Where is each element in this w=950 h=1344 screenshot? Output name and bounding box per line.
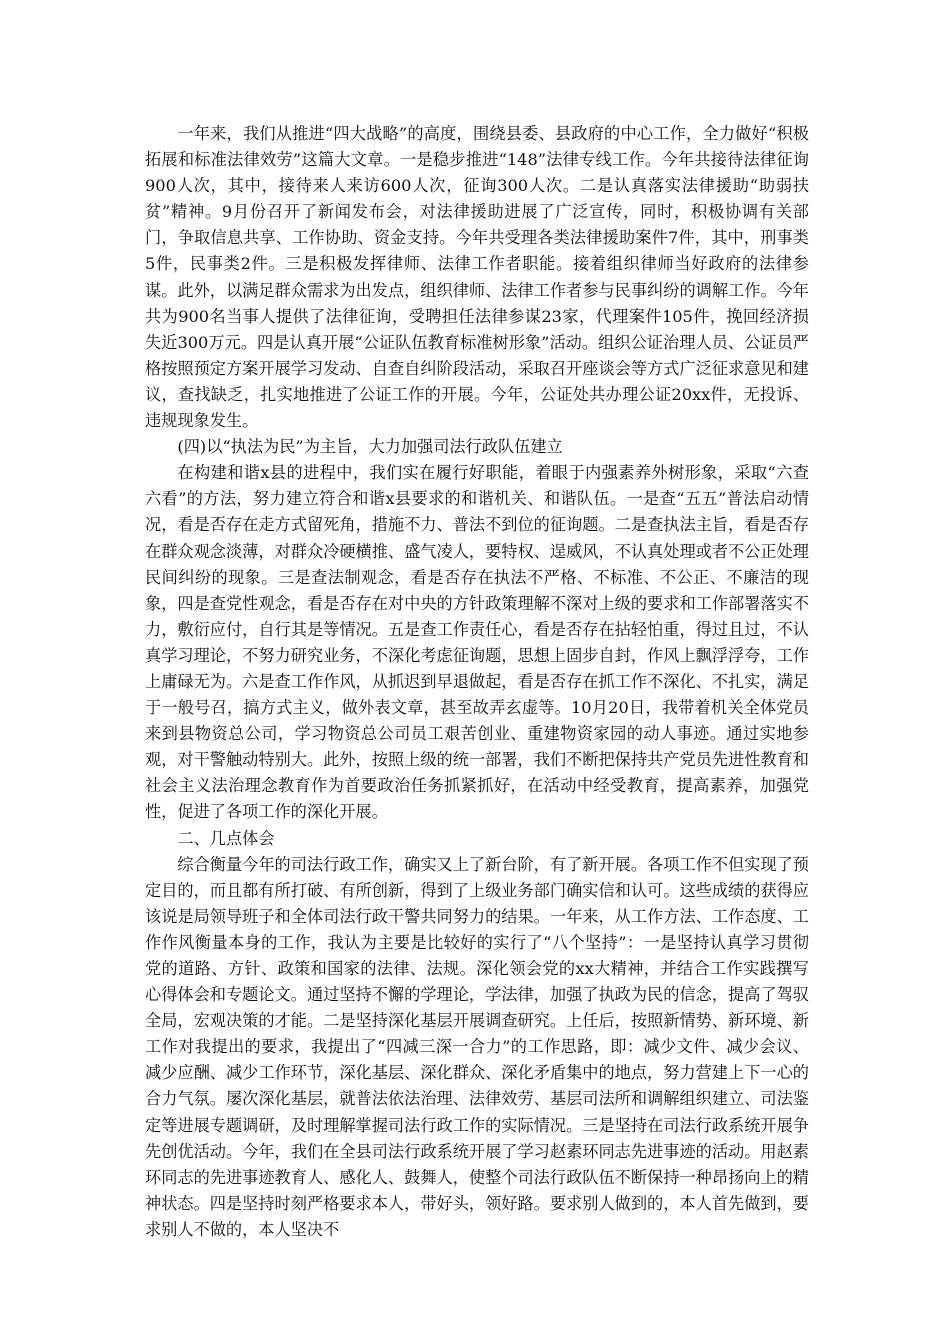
document-page — [145, 121, 809, 1243]
body-paragraph: 综合衡量今年的司法行政工作，确实又上了新台阶，有了新开展。各项工作不但实现了预定目的，而且都有所打破、有所创新，得到了上级业务部门确实信和认可。这些成绩的获得应该说是局领导班子和全体司法行政干警共同努力的结果。一年来，从工作方法、工作态度、工作作风衡量本身的工作，我认为主要是比较好的实行了“八个坚持”：一是坚持认真学习贯彻党的道路、方针、政策和国家的法律、法规。深化领会党的xx大精神，并结合工作实践撰写心得体会和专题论文。通过坚持不懈的学理论，学法律，加强了执政为民的信念，提高了驾驭全局，宏观决策的才能。二是坚持深化基层开展调查研究。上任后，按照新情势、新环境、新工作对我提出的要求，我提出了“四减三深一合力”的工作思路，即：减少文件、减少会议、减少应酬、减少工作环节，深化基层、深化群众、深化矛盾集中的地点，努力营建上下一心的合力气氛。屡次深化基层，就普法依法治理、法律效劳、基层司法所和调解组织建立、司法鉴定等进展专题调研，及时理解掌握司法行政工作的实际情况。三是坚持在司法行政系统开展争先创优活动。今年，我们在全县司法行政系统开展了学习赵素环同志先进事迹的活动。用赵素环同志的先进事迹教育人、感化人、鼓舞人，使整个司法行政队伍不断保持一种昂扬向上的精神状态。四是坚持时刻严格要求本人，带好头，领好路。要求别人做到的，本人首先做到，要求别人不做的，本人坚决不 — [145, 854, 809, 1239]
section-heading: (四)以“执法为民”为主旨，大力加强司法行政队伍建立 — [177, 437, 563, 457]
section-heading: 二、几点体会 — [177, 828, 275, 848]
body-paragraph: 一年来，我们从推进“四大战略”的高度，围绕县委、县政府的中心工作，全力做好“积极拓展和标准法律效劳”这篇大文章。一是稳步推进“148”法律专线工作。今年共接待法律征询900人次，其中，接待来人来访600人次，征询300人次。二是认真落实法律援助“助弱扶贫”精神。9月份召开了新闻发布会，对法律援助进展了广泛宣传，同时，积极协调有关部门，争取信息共享、工作协助、资金支持。今年共受理各类法律援助案件7件，其中，刑事类5件，民事类2件。三是积极发挥律师、法律工作者职能。接着组织律师当好政府的法律参谋。此外，以满足群众需求为出发点，组织律师、法律工作者参与民事纠纷的调解工作。今年共为900名当事人提供了法律征询，受聘担任法律参谋23家，代理案件105件，挽回经济损失近300万元。四是认真开展“公证队伍教育标准树形象”活动。组织公证治理人员、公证员严格按照预定方案开展学习发动、自查自纠阶段活动，采取召开座谈会等方式广泛征求意见和建议，查找缺乏，扎实地推进了公证工作的开展。今年，公证处共办理公证20xx件，无投诉、违规现象发生。 — [145, 124, 809, 431]
body-paragraph: 在构建和谐x县的进程中，我们实在履行好职能，着眼于内强素养外树形象，采取“六查六看”的方法，努力建立符合和谐x县要求的和谐机关、和谐队伍。一是查“五五”普法启动情况，看是否存在走方式留死角，措施不力、普法不到位的征询题。二是查执法主旨，看是否存在群众观念淡薄，对群众冷硬横推、盛气凌人，要特权、逞威风，不认真处理或者不公正处理民间纠纷的现象。三是查法制观念，看是否存在执法不严格、不标准、不公正、不廉洁的现象，四是查党性观念，看是否存在对中央的方针政策理解不深对上级的要求和工作部署落实不力，敷衍应付，自行其是等情况。五是查工作责任心，看是否存在拈轻怕重，得过且过，不认真学习理论，不努力研究业务，不深化考虑征询题，思想上固步自封，作风上飘浮浮夸，工作上庸碌无为。六是查工作作风，从抓迟到早退做起，看是否存在抓工作不深化、不扎实，满足于一般号召，搞方式主义，做外表文章，甚至故弄玄虚等。10月20日，我带着机关全体党员来到县物资总公司，学习物资总公司员工艰苦创业、重建物资家园的动人事迹。通过实地参观，对干警触动特别大。此外，按照上级的统一部署，我们不断把保持共产党员先进性教育和社会主义法治理念教育作为首要政治任务抓紧抓好，在活动中经受教育，提高素养，加强党性，促进了各项工作的深化开展。 — [145, 463, 809, 822]
